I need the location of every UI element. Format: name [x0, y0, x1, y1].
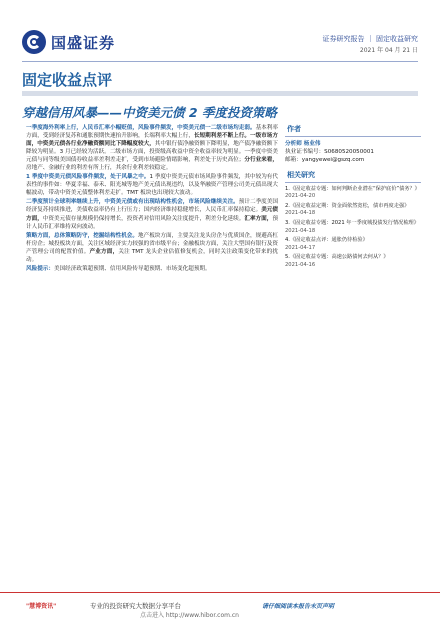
related-item-date: 2021-04-16 — [285, 261, 316, 268]
paragraph-text: 长短期利差不断上行。一级市场方面，中资美元债各行业净融资额同比下降幅度较大， — [26, 133, 278, 148]
related-item-date: 2021-04-18 — [285, 227, 316, 234]
paragraph-text: 美元债方面， — [26, 207, 278, 222]
paragraph-text: 房地产、金融行业的利差有所上行，其余行业利差较稳定。 — [26, 165, 172, 172]
paragraph-text: TMT 板块也出现较大波动。 — [126, 190, 197, 197]
page-footer — [0, 592, 440, 620]
paragraph-text: 汇率方面， — [244, 215, 273, 222]
paragraph-lead: 1 季度中资美元债风险事件频发，处于风暴之中。 — [26, 174, 150, 181]
paragraph-lead: 策略方面，总体策略防守，挖掘结构性机会。 — [26, 232, 138, 239]
body-paragraph — [26, 124, 278, 172]
title-band — [22, 91, 418, 96]
related-item[interactable] — [285, 237, 421, 252]
paragraph-text: 中资美元债存量规模仍保持增长，投资者对信用风险关注度提升，利差分化延续。 — [42, 215, 245, 222]
paragraph-text: 美国经济政策超预期、信用风险传导超预期、市场变化超预期。 — [53, 265, 211, 272]
related-item[interactable] — [285, 220, 421, 235]
header-divider — [22, 61, 418, 62]
related-item-title: 5.《固定收益专题：高速公路债何去何从？》 — [285, 254, 389, 261]
paragraph-text: 预计人民币汇率维持双向波动。 — [26, 215, 278, 230]
related-item-date: 2021-04-20 — [285, 193, 316, 200]
footer-slogan: 专业的投资研究大数据分享平台 — [90, 602, 181, 610]
author-email[interactable]: 邮箱：yangyewei@gszq.com — [285, 157, 365, 163]
related-item-title: 3.《固定收益专题：2021 年一季度城投债发行情况梳理》 — [285, 219, 419, 226]
footer-link[interactable]: 点击进入 http://www.hibor.com.cn — [140, 612, 239, 619]
related-item-date: 2021-04-18 — [285, 210, 316, 217]
report-body — [26, 124, 278, 594]
related-item-date: 2021-04-17 — [285, 244, 316, 251]
paragraph-text: 分行业来看， — [244, 157, 278, 164]
related-section-title: 相关研究 — [285, 172, 421, 183]
paragraph-lead: 一季度海外利率上行，人民币汇率小幅贬值，风险事件频发，中资美元债一二级市场均走弱。 — [26, 125, 256, 131]
related-item[interactable] — [285, 186, 421, 201]
paragraph-text: 其中银行债净融资额下降明显，地产债净融资额下降较为明显。3 月已经较为活跃。二级市场方面，投资级高收益中资全收益率较为明显。一季度中资美元债与同等级美国债券收益率差利差走扩，受到市场避险情绪影响，利差处于历史高位； — [26, 141, 278, 164]
author-name: 分析师 杨业伟 — [285, 141, 321, 147]
author-section-title: 作者 — [285, 124, 421, 137]
paragraph-lead: 风险提示： — [26, 265, 54, 272]
report-date: 2021 年 04 月 21 日 — [359, 47, 418, 54]
sidebar — [285, 124, 421, 272]
related-research — [285, 172, 421, 270]
related-item[interactable] — [285, 254, 421, 269]
paragraph-text: 基本利率方面，受到经济复苏和通胀预期快速抬升影响，长端利率大幅上行， — [26, 125, 278, 140]
paragraph-text: 关注 TMT 龙头企业估值修复机会，同时关注政策变化带来的扰动。 — [26, 248, 278, 263]
related-item-title: 2.《固定收益定期：资金面依然宽松，债市再度走强》 — [285, 202, 410, 209]
related-item-title: 1.《固定收益专题：如何判断企业潜在“保护底价”债务？》 — [285, 185, 420, 192]
paragraph-text: 产业方面， — [89, 248, 119, 255]
logo-icon — [22, 30, 46, 54]
related-item[interactable] — [285, 203, 421, 218]
logo-text: 国盛证券 — [51, 33, 116, 52]
paragraph-text: 预计二季度美国经济复苏持续推进，美债收益率仍有上行压力；国内经济维持稳健增长，人民币汇率保持稳定。 — [26, 199, 278, 214]
body-paragraph — [26, 232, 278, 264]
paragraph-text: 地产板块方面，主要关注龙头房企与优质国企，规避高杠杆房企；城投板块方面，关注区域经济实力较强的省市级平台；金融板块方面，关注大型国有银行及资产管理公司的配置价值。 — [26, 232, 278, 255]
paragraph-text: 1 季度中资美元债市场风险事件频发，其中较为有代表性的事件如：华夏幸福、泰禾、阳光城等地产美元债出现违约，以及华融资产管理公司美元债出现大幅波动，带动中资美元债整体利差走扩。 — [26, 174, 278, 197]
footer-notice: 请仔细阅读本报告末页声明 — [262, 603, 335, 610]
author-cert: 执业证书编号：S0680520050001 — [285, 149, 374, 155]
related-item-title: 4.《固定收益点评：通胀仍待检验》 — [285, 237, 368, 244]
paragraph-lead: 二季度预计全球利率继续上升，中资美元债或有出现结构性机会，市场风险继续关注。 — [26, 199, 239, 206]
company-logo — [22, 30, 115, 54]
body-paragraph — [26, 173, 278, 197]
body-paragraph — [26, 265, 278, 273]
body-paragraph — [26, 198, 278, 230]
report-headline: 穿越信用风暴——中资美元债 2 季度投资策略 — [22, 105, 277, 120]
report-header-info — [323, 34, 418, 56]
breadcrumb: 证券研究报告 ｜ 固定收益研究 — [322, 35, 418, 43]
author-block — [285, 140, 421, 164]
footer-brand: "慧博资讯" — [26, 603, 57, 610]
report-category-title: 固定收益点评 — [22, 71, 113, 89]
